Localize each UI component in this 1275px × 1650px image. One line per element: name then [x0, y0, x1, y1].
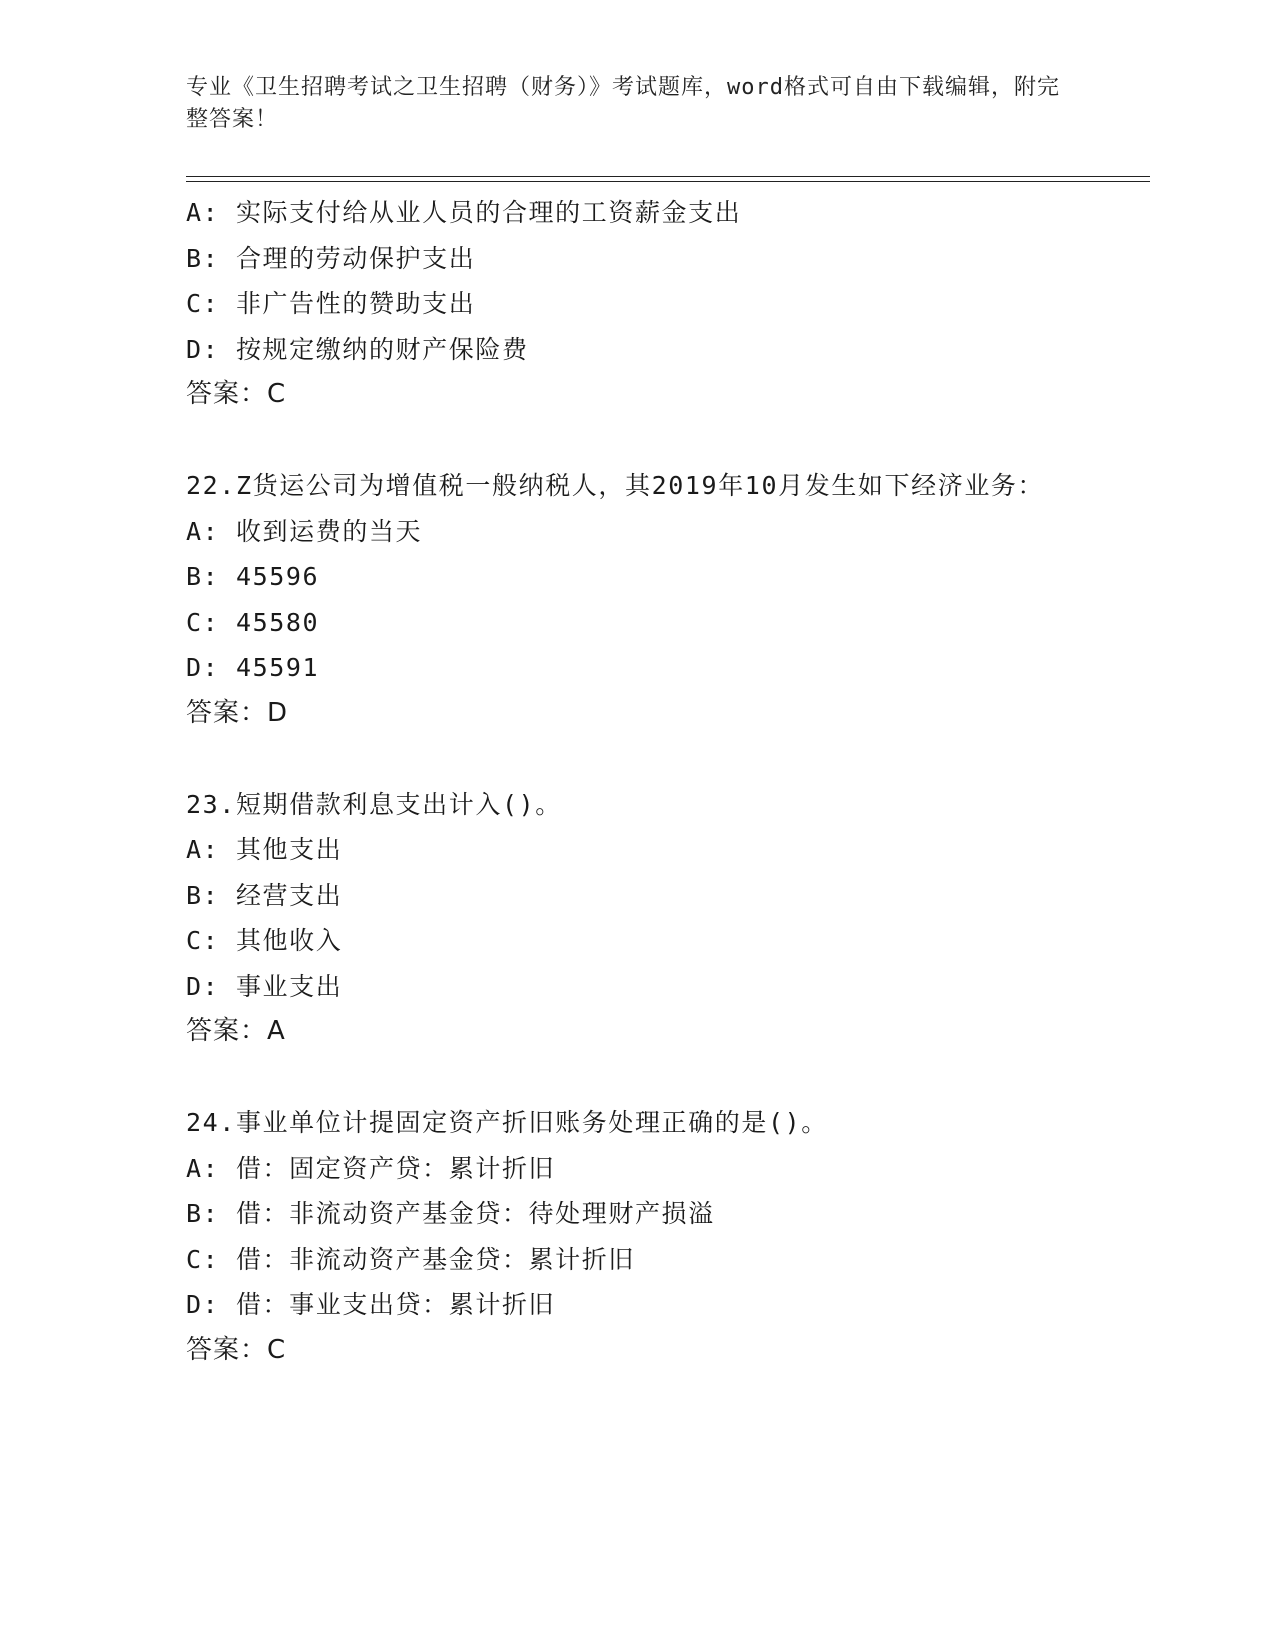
question-block [186, 1100, 1066, 1373]
option-b: B: 经营支出 [186, 880, 343, 910]
option-d: D: 45591 [186, 653, 320, 682]
option-c: C: 其他收入 [186, 926, 343, 955]
option-a: A: 实际支付给从业人员的合理的工资薪金支出 [186, 198, 742, 227]
option-c: C: 45580 [186, 607, 320, 637]
option-c: C: 非广告性的赞助支出 [186, 289, 476, 318]
option-c: C: 借：非流动资产基金贷：累计折旧 [186, 1244, 635, 1274]
question-block [186, 190, 1066, 418]
option-b: B: 合理的劳动保护支出 [186, 243, 476, 273]
question-text: 22.Z货运公司为增值税一般纳税人，其2019年10月发生如下经济业务： [186, 471, 1045, 500]
option-d: D: 事业支出 [186, 971, 343, 1001]
header-divider-bottom [186, 181, 1150, 182]
option-a: A: 其他支出 [186, 835, 343, 864]
option-b: B: 45596 [186, 562, 320, 591]
option-a: A: 收到运费的当天 [186, 516, 423, 546]
question-text: 23.短期借款利息支出计入()。 [186, 789, 562, 819]
question-block [186, 463, 1066, 736]
answer-label: 答案：C [186, 1334, 287, 1365]
question-block [186, 782, 1066, 1055]
spacer [186, 1055, 1066, 1101]
option-d: D: 按规定缴纳的财产保险费 [186, 334, 529, 364]
option-d: D: 借：事业支出贷：累计折旧 [186, 1290, 556, 1319]
question-list [186, 190, 1066, 1373]
answer-label: 答案：D [186, 697, 289, 728]
answer-label: 答案：A [186, 1016, 286, 1046]
spacer [186, 418, 1066, 464]
question-text: 24.事业单位计提固定资产折旧账务处理正确的是()。 [186, 1108, 828, 1137]
header-divider-top [186, 176, 1150, 177]
header-note: 专业《卫生招聘考试之卫生招聘（财务）》考试题库，word格式可自由下载编辑，附完整答案！ [186, 75, 1060, 132]
answer-label: 答案：C [186, 379, 287, 409]
option-a: A: 借：固定资产贷：累计折旧 [186, 1153, 556, 1183]
option-b: B: 借：非流动资产基金贷：待处理财产损溢 [186, 1199, 715, 1228]
spacer [186, 736, 1066, 782]
